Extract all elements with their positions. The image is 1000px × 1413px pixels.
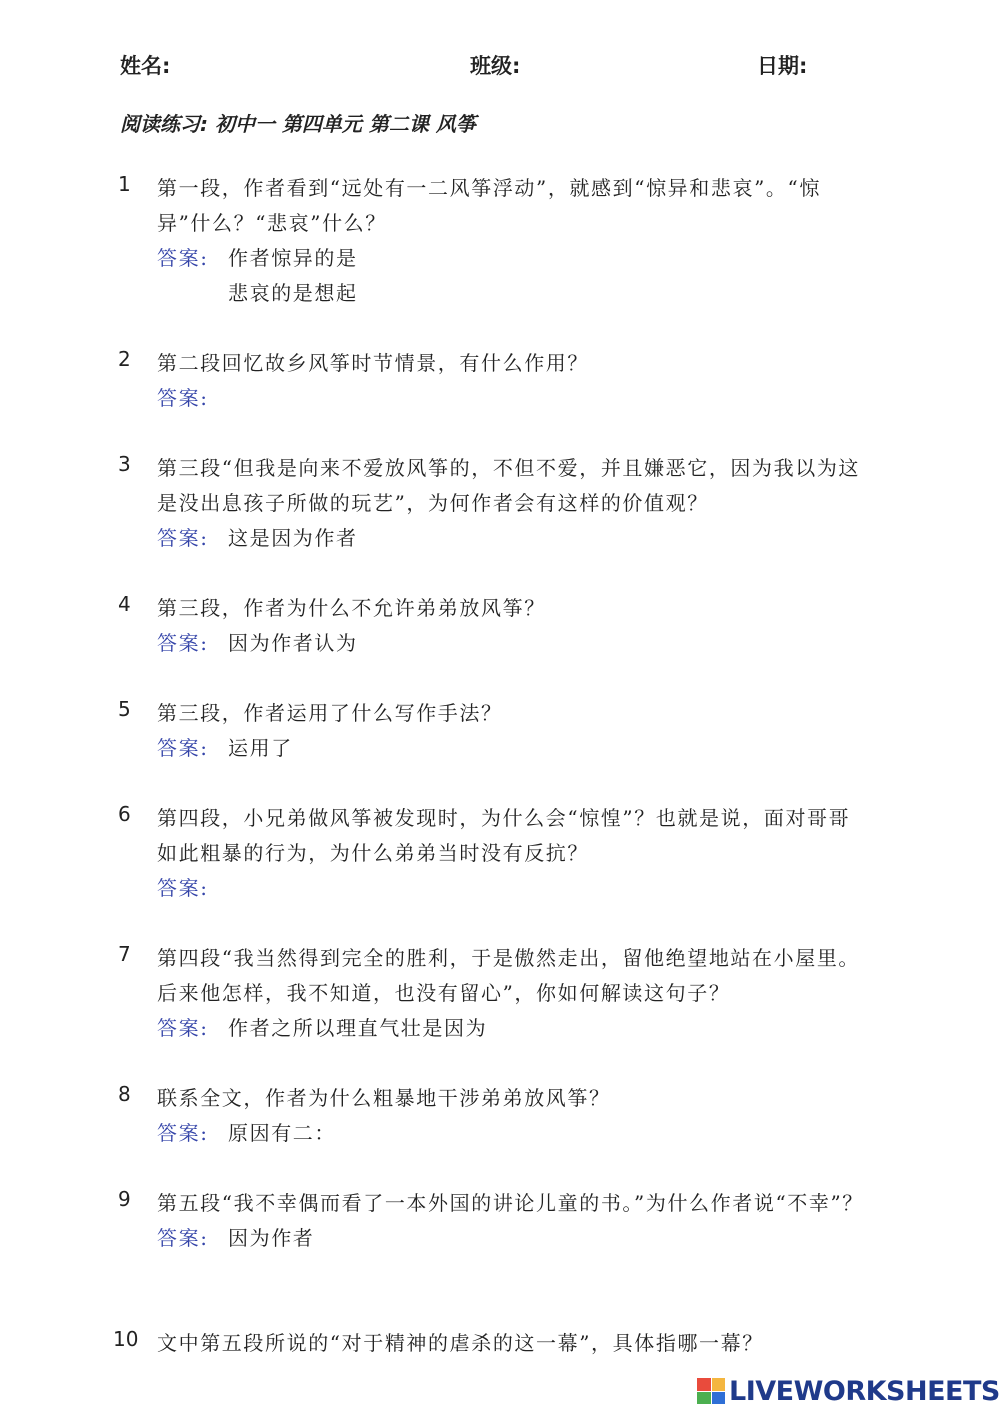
logo-square	[712, 1392, 726, 1405]
answer-label: 答案:	[157, 386, 209, 410]
question-text: 第五段“我不幸偶而看了一本外国的讲论儿童的书。”为什么作者说“不幸”？	[157, 1191, 864, 1215]
answer-text[interactable]: 因为作者	[228, 1226, 315, 1250]
answer-text[interactable]: 运用了	[228, 736, 293, 760]
question-text: 第三段“但我是向来不爱放风筝的，不但不爱，并且嫌恶它，因为我以为这	[157, 456, 861, 480]
question-text: 第二段回忆故乡风筝时节情景，有什么作用？	[157, 351, 589, 375]
question-text: 第一段，作者看到“远处有一二风筝浮动”，就感到“惊异和悲哀”。“惊	[157, 176, 821, 200]
question-number: 4	[118, 592, 131, 616]
question-number: 8	[118, 1082, 131, 1106]
logo-square	[712, 1378, 726, 1391]
logo-square	[697, 1392, 711, 1405]
answer-label: 答案:	[157, 1226, 209, 1250]
question-text: 第四段“我当然得到完全的胜利，于是傲然走出，留他绝望地站在小屋里。	[157, 946, 861, 970]
answer-text[interactable]: 悲哀的是想起	[228, 281, 358, 305]
question-number: 10	[113, 1327, 139, 1351]
brand-text: LIVEWORKSHEETS	[729, 1375, 1000, 1407]
answer-text[interactable]: 原因有二：	[228, 1121, 336, 1145]
question-text: 第三段，作者运用了什么写作手法？	[157, 701, 503, 725]
question-text: 第三段，作者为什么不允许弟弟放风筝？	[157, 596, 546, 620]
question-number: 7	[118, 942, 131, 966]
question-number: 6	[118, 802, 131, 826]
answer-label: 答案:	[157, 736, 209, 760]
question-text: 异”什么？“悲哀”什么？	[157, 211, 387, 235]
question-text: 第四段，小兄弟做风筝被发现时，为什么会“惊惶”？也就是说，面对哥哥	[157, 806, 851, 830]
question-text: 文中第五段所说的“对于精神的虐杀的这一幕”，具体指哪一幕？	[157, 1331, 764, 1355]
answer-label: 答案:	[157, 246, 209, 270]
question-number: 2	[118, 347, 131, 371]
question-text: 联系全文，作者为什么粗暴地干涉弟弟放风筝？	[157, 1086, 611, 1110]
question-number: 9	[118, 1187, 131, 1211]
answer-label: 答案:	[157, 526, 209, 550]
liveworksheets-brand	[697, 1376, 1000, 1406]
answer-text[interactable]: 作者之所以理直气壮是因为	[228, 1016, 488, 1040]
answer-label: 答案:	[157, 876, 209, 900]
logo-square	[697, 1378, 711, 1391]
answer-text[interactable]: 因为作者认为	[228, 631, 358, 655]
question-text: 后来他怎样，我不知道，也没有留心”，你如何解读这句子？	[157, 981, 731, 1005]
question-number: 3	[118, 452, 131, 476]
date-label: 日期:	[757, 54, 808, 78]
answer-text[interactable]: 这是因为作者	[228, 526, 358, 550]
liveworksheets-logo-icon	[697, 1378, 725, 1404]
answer-label: 答案:	[157, 631, 209, 655]
answer-label: 答案:	[157, 1121, 209, 1145]
answer-text[interactable]: 作者惊异的是	[228, 246, 358, 270]
class-label: 班级:	[470, 54, 521, 78]
worksheet-title: 阅读练习: 初中一 第四单元 第二课 风筝	[120, 112, 476, 136]
question-text: 是没出息孩子所做的玩艺”，为何作者会有这样的价值观？	[157, 491, 709, 515]
question-text: 如此粗暴的行为，为什么弟弟当时没有反抗？	[157, 841, 589, 865]
question-number: 1	[118, 172, 131, 196]
name-label: 姓名:	[120, 54, 171, 78]
answer-label: 答案:	[157, 1016, 209, 1040]
question-number: 5	[118, 697, 131, 721]
